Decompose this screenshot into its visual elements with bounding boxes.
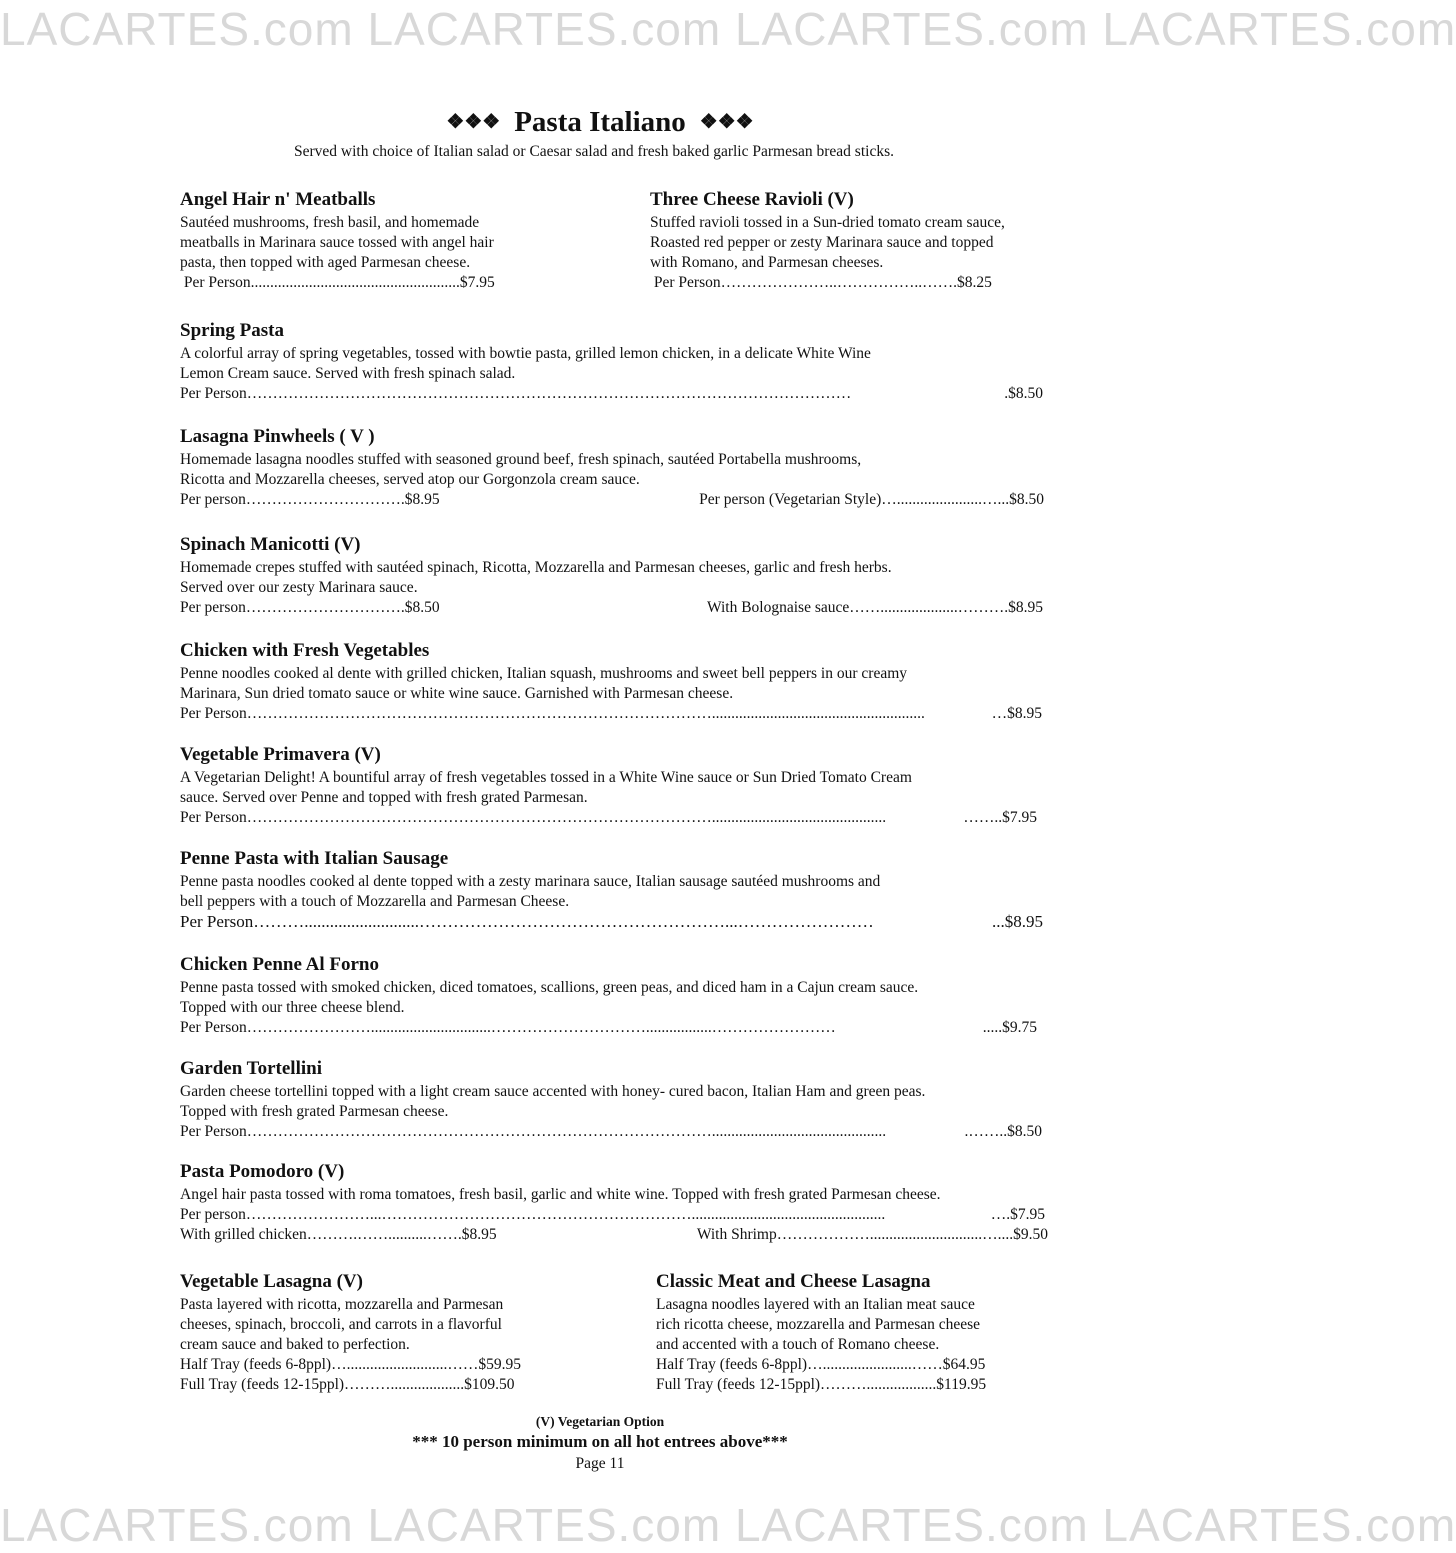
item-name: Three Cheese Ravioli (V) [650, 189, 854, 210]
item-price [180, 1205, 1045, 1225]
price-value: …$8.95 [991, 705, 1042, 722]
price-leader: Per person……………………...…………………………………………………….................................................. [180, 1206, 886, 1223]
ornament-right-icon: ❖❖❖ [699, 111, 754, 133]
item-description: Stuffed ravioli tossed in a Sun-dried tomato cream sauce, Roasted red pepper or zesty Marinara sauce and topped with Romano, and Parmesan cheeses. [650, 214, 1005, 271]
item-price: Per Person......................................................$7.95 [180, 274, 495, 291]
item-name: Pasta Pomodoro (V) [180, 1161, 345, 1182]
watermark-bottom: LACARTES.com LACARTES.com LACARTES.com LACARTES.com [0, 1499, 1456, 1551]
item-name: Angel Hair n' Meatballs [180, 189, 376, 210]
menu-item-garden-tortellini [180, 1057, 1042, 1142]
price-shrimp: With Shrimp……………….............................…....$9.50 [696, 1226, 1048, 1243]
price-value: ….$7.95 [990, 1206, 1045, 1223]
price-leader: Per Person………………………………………………………………………………............................................. [180, 809, 887, 826]
price-half-tray: Half Tray (feeds 6-8ppl)…..........................……$59.95 [180, 1356, 521, 1373]
item-name: Classic Meat and Cheese Lasagna [656, 1271, 931, 1292]
menu-item-penne-italian-sausage [180, 847, 1043, 932]
menu-item-spring-pasta [180, 319, 1043, 404]
item-description: Penne pasta tossed with smoked chicken, diced tomatoes, scallions, green peas, and diced ham in a Cajun cream sauce. Topped with our three cheese blend. [180, 979, 919, 1016]
item-name: Chicken Penne Al Forno [180, 954, 379, 975]
menu-item-lasagna-pinwheels [180, 425, 1044, 510]
price-leader: Per Person………………………………………………………………………………....................................................... [180, 705, 925, 722]
item-price [180, 1018, 1037, 1038]
menu-item-angel-hair [180, 188, 580, 293]
price-regular: Per person………………………….$8.50 [180, 599, 440, 616]
item-name: Vegetable Lasagna (V) [180, 1271, 363, 1292]
item-description: A Vegetarian Delight! A bountiful array of fresh vegetables tossed in a White Wine sauce or Sun Dried Tomato Cream sauce. Served over Penne and topped with fresh grated Parmesan. [180, 769, 912, 806]
price-leader: Per Person……………………………………………………………………………………………………… [180, 385, 852, 402]
item-price [180, 808, 1037, 828]
price-leader: Per Person………………………………………………………………………………............................................. [180, 1123, 887, 1140]
item-description: Homemade lasagna noodles stuffed with seasoned ground beef, fresh spinach, sautéed Portabella mushrooms, Ricotta and Mozzarella cheeses, served atop our Gorgonzola cream sauce. [180, 451, 862, 488]
item-description: Homemade crepes stuffed with sautéed spinach, Ricotta, Mozzarella and Parmesan cheeses, garlic and fresh herbs. Served over our zesty Marinara sauce. [180, 559, 892, 596]
price-leader: Per Person……………………...............................………………………….................…………………… [180, 1019, 836, 1036]
item-description: Lasagna noodles layered with an Italian meat sauce rich ricotta cheese, mozzarella and Parmesan cheese and accented with a touch of Romano cheese. [656, 1296, 981, 1353]
item-name: Penne Pasta with Italian Sausage [180, 848, 449, 869]
item-price-addons [180, 1225, 1048, 1245]
price-value: .$8.50 [1004, 385, 1043, 402]
item-name: Vegetable Primavera (V) [180, 744, 381, 765]
item-description: Sautéed mushrooms, fresh basil, and homemade meatballs in Marinara sauce tossed with angel hair pasta, then topped with aged Parmesan cheese. [180, 214, 494, 271]
price-value: ……..$7.95 [963, 809, 1037, 826]
price-value: .....$9.75 [982, 1019, 1037, 1036]
price-full-tray: Full Tray (feeds 12-15ppl)………..................$119.95 [656, 1376, 987, 1393]
ornament-left-icon: ❖❖❖ [446, 111, 501, 133]
price-bolognaise: With Bolognaise sauce……....................……….$8.95 [706, 599, 1043, 616]
menu-item-chicken-penne-al-forno [180, 953, 1037, 1038]
page-title [0, 106, 1200, 139]
menu-item-vegetable-lasagna [180, 1270, 580, 1395]
page-number: Page 11 [575, 1455, 625, 1472]
menu-item-chicken-fresh-vegetables [180, 639, 1042, 724]
item-name: Spinach Manicotti (V) [180, 534, 361, 555]
item-description: Penne pasta noodles cooked al dente topped with a zesty marinara sauce, Italian sausage sautéed mushrooms and bell peppers with a touch of Mozzarella and Parmesan Cheese. [180, 873, 881, 910]
price-value: .……..$8.50 [964, 1123, 1042, 1140]
item-price [180, 384, 1043, 404]
item-description: Garden cheese tortellini topped with a light cream sauce accented with honey- cured bacon, Italian Ham and green peas. Topped with fresh grated Parmesan cheese. [180, 1083, 926, 1120]
item-price: Per Person…………………..……………..…….$8.25 [650, 274, 992, 291]
vegetarian-note: (V) Vegetarian Option [535, 1414, 665, 1429]
menu-item-spinach-manicotti [180, 533, 1043, 618]
menu-item-vegetable-primavera [180, 743, 1037, 828]
item-price [180, 490, 1044, 510]
price-grilled-chicken: With grilled chicken……….……..........…….$8.95 [180, 1226, 497, 1243]
minimum-note: *** 10 person minimum on all hot entrees above*** [412, 1432, 788, 1451]
price-full-tray: Full Tray (feeds 12-15ppl)………...................$109.50 [180, 1376, 515, 1393]
price-leader: Per Person………...........................………………………………………………...…………………… [180, 912, 874, 931]
menu-item-pasta-pomodoro [180, 1160, 1048, 1245]
item-name: Lasagna Pinwheels ( V ) [180, 426, 375, 447]
price-vegetarian: Per person (Vegetarian Style)…......................…...$8.50 [699, 491, 1044, 508]
item-name: Spring Pasta [180, 320, 284, 341]
item-name: Chicken with Fresh Vegetables [180, 640, 430, 661]
watermark-top: LACARTES.com LACARTES.com LACARTES.com LACARTES.com [0, 3, 1456, 55]
item-price [180, 1122, 1042, 1142]
item-description: Pasta layered with ricotta, mozzarella and Parmesan cheeses, spinach, broccoli, and carrots in a flavorful cream sauce and baked to perfection. [180, 1296, 504, 1353]
page-subtitle: Served with choice of Italian salad or Caesar salad and fresh baked garlic Parmesan bread sticks. [294, 143, 894, 160]
price-half-tray: Half Tray (feeds 6-8ppl)….......................……$64.95 [656, 1356, 986, 1373]
menu-item-classic-lasagna [656, 1270, 1076, 1395]
item-price [180, 912, 1043, 932]
item-description: Angel hair pasta tossed with roma tomatoes, fresh basil, garlic and white wine. Topped with fresh grated Parmesan cheese. [180, 1186, 941, 1203]
item-price [180, 704, 1042, 724]
price-value: ...$8.95 [992, 912, 1043, 931]
menu-item-three-cheese-ravioli [650, 188, 1070, 293]
price-regular: Per person………………………….$8.95 [180, 491, 440, 508]
item-description: A colorful array of spring vegetables, tossed with bowtie pasta, grilled lemon chicken, in a delicate White Wine Lemon Cream sauce. Served with fresh spinach salad. [180, 345, 871, 382]
title-text: Pasta Italiano [514, 106, 686, 138]
item-name: Garden Tortellini [180, 1058, 322, 1079]
item-price [180, 598, 1043, 618]
item-description: Penne noodles cooked al dente with grilled chicken, Italian squash, mushrooms and sweet bell peppers in our creamy Marinara, Sun dried tomato sauce or white wine sauce. Garnished with Parmesan cheese. [180, 665, 908, 702]
